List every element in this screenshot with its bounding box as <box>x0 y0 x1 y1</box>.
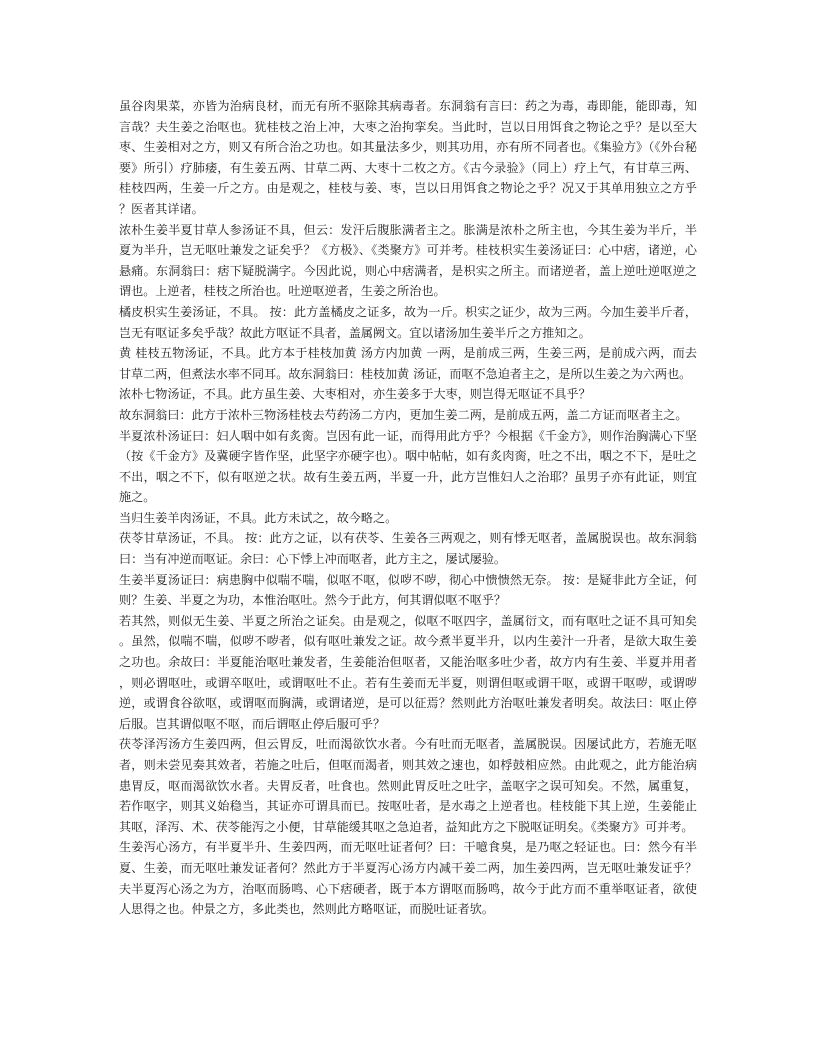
paragraph: 故东洞翁曰：此方于浓朴三物汤桂枝去芍药汤二方内，更加生姜二两，是前成五两，盖二方证而呕者主之。 <box>119 407 688 422</box>
paragraph: 当归生姜羊肉汤证，不具。此方未试之，故今略之。 <box>119 510 398 525</box>
paragraph: 茯苓甘草汤证，不具。 按：此方之证，以有茯苓、生姜各三两观之，则有悸无呕者，盖属脱误也。故东洞翁曰：当有冲逆而呕证。余曰：心下悸上冲而呕者，此方主之，屡试屡验。 <box>119 531 697 567</box>
paragraph: 浓朴生姜半夏甘草人参汤证不具，但云：发汗后腹胀满者主之。胀满是浓朴之所主也，今其生姜为半斤，半夏为半升，岂无呕吐兼发之证矣乎？《方极》、《类聚方》可并考。桂枝枳实生姜汤证曰：心中痞，诸逆，心悬痛。东洞翁曰：痞下疑脱满字。今因此说，则心中痞满者，是枳实之所主。而诸逆者，盖上逆吐逆呕逆之谓也。上逆者，桂枝之所治也。吐逆呕逆者，生姜之所治也。 <box>119 222 697 299</box>
paragraph: 半夏浓朴汤证曰：妇人咽中如有炙脔。岂因有此一证，而得用此方乎？今根据《千金方》，则作治胸满心下坚（按《千金方》及冀硬字皆作坚，此坚字亦硬字也）。咽中帖帖，如有炙肉脔，吐之不出，咽之不下，是吐之不出，咽之不下，似有呕逆之状。故有生姜五两，半夏一升，此方岂惟妇人之治耶？虽男子亦有此证，则宜施之。 <box>119 428 697 505</box>
document-body <box>119 96 697 920</box>
paragraph: 茯苓泽泻汤方生姜四两，但云胃反，吐而渴欲饮水者。今有吐而无呕者，盖属脱误。因屡试此方，若施无呕者，则未尝见奏其效者，若施之吐后，但呕而渴者，则其效之速也，如桴鼓相应然。由此观之，此方能治病患胃反，呕而渴欲饮水者。夫胃反者，吐食也。然则此胃反吐之吐字，盖呕字之误可知矣。不然，属重复，若作呕字，则其义始稳当，其证亦可谓具而已。按呕吐者，是水毒之上逆者也。桂枝能下其上逆，生姜能止其呕，泽泻、术、茯苓能泻之小便，甘草能缓其呕之急迫者，益知此方之下脱呕证明矣。《类聚方》可并考。 <box>119 737 697 834</box>
paragraph: 生姜半夏汤证曰：病患胸中似喘不喘，似呕不呕，似哕不哕，彻心中愦愦然无奈。 按：是疑非此方全证，何则？生姜、半夏之为功，本惟治呕吐。然今于此方，何其谓似呕不呕乎？ <box>119 572 697 608</box>
paragraph: 黄 桂枝五物汤证，不具。此方本于桂枝加黄 汤方内加黄 一两，是前成三两，生姜三两，是前成六两，而去甘草二两，但煮法水率不同耳。故东洞翁曰：桂枝加黄 汤证，而呕不急迫者主之，是所以生姜之为六两也。 <box>119 346 697 381</box>
paragraph: 生姜泻心汤方，有半夏半升、生姜四两，而无呕吐证者何？曰：干噫食臭，是乃呕之轻证也。曰：然今有半夏、生姜，而无呕吐兼发证者何？然此方于半夏泻心汤方内减干姜二两，加生姜四两，岂无呕吐兼发证乎？夫半夏泻心汤之为方，治呕而肠鸣、心下痞硬者，既于本方谓呕而肠鸣，故今于此方而不重举呕证者，欲使人思得之也。仲景之方，多此类也，然则此方略呕证，而脱吐证者欤。 <box>119 840 697 917</box>
paragraph: 虽谷肉果菜，亦皆为治病良材，而无有所不驱除其病毒者。东洞翁有言曰：药之为毒，毒即能，能即毒，知言哉？夫生姜之治呕也。犹桂枝之治上冲，大枣之治拘挛矣。当此时，岂以日用饵食之物论之乎？是以至大枣、生姜相对之方，则又有所合治之功也。如其量法多少，则其功用，亦有所不同者也。《集验方》（《外台秘要》所引）疗肺痿，有生姜五两、甘草二两、大枣十二枚之方。《古今录验》（同上）疗上气，有甘草三两、桂枝四两，生姜一斤之方。由是观之，桂枝与姜、枣，岂以日用饵食之物论之乎？况又于其单用独立之方乎？医者其详诸。 <box>119 99 697 216</box>
paragraph: 浓朴七物汤证，不具。此方虽生姜、大枣相对，亦生姜多于大枣，则岂得无呕证不具乎？ <box>119 387 591 402</box>
paragraph: 橘皮枳实生姜汤证，不具。 按：此方盖橘皮之证多，故为一斤。枳实之证少，故为三两。今加生姜半斤者，岂无有呕证多矣乎哉？故此方呕证不具者，盖属阙文。宜以诸汤加生姜半斤之方推知之。 <box>119 304 697 340</box>
paragraph: 若其然，则似无生姜、半夏之所治之证矣。由是观之，似呕不呕四字，盖属衍文，而有呕吐之证不具可知矣。虽然，似喘不喘，似哕不哕者，似有呕吐兼发之证。故今煮半夏半升，以内生姜汁一升者，是欲大取生姜之功也。余故曰：半夏能治呕吐兼发者，生姜能治但呕者，又能治呕多吐少者，故方内有生姜、半夏并用者，则必谓呕吐，或谓卒呕吐，或谓呕吐不止。若有生姜而无半夏，则谓但呕或谓干呕，或谓干呕哕，或谓哕逆，或谓食谷欲呕，或谓呕而胸满，或谓诸逆，是可以征焉？然则此方治呕吐兼发者明矣。故法曰：呕止停后服。岂其谓似呕不呕，而后谓呕止停后服可乎？ <box>119 613 697 731</box>
